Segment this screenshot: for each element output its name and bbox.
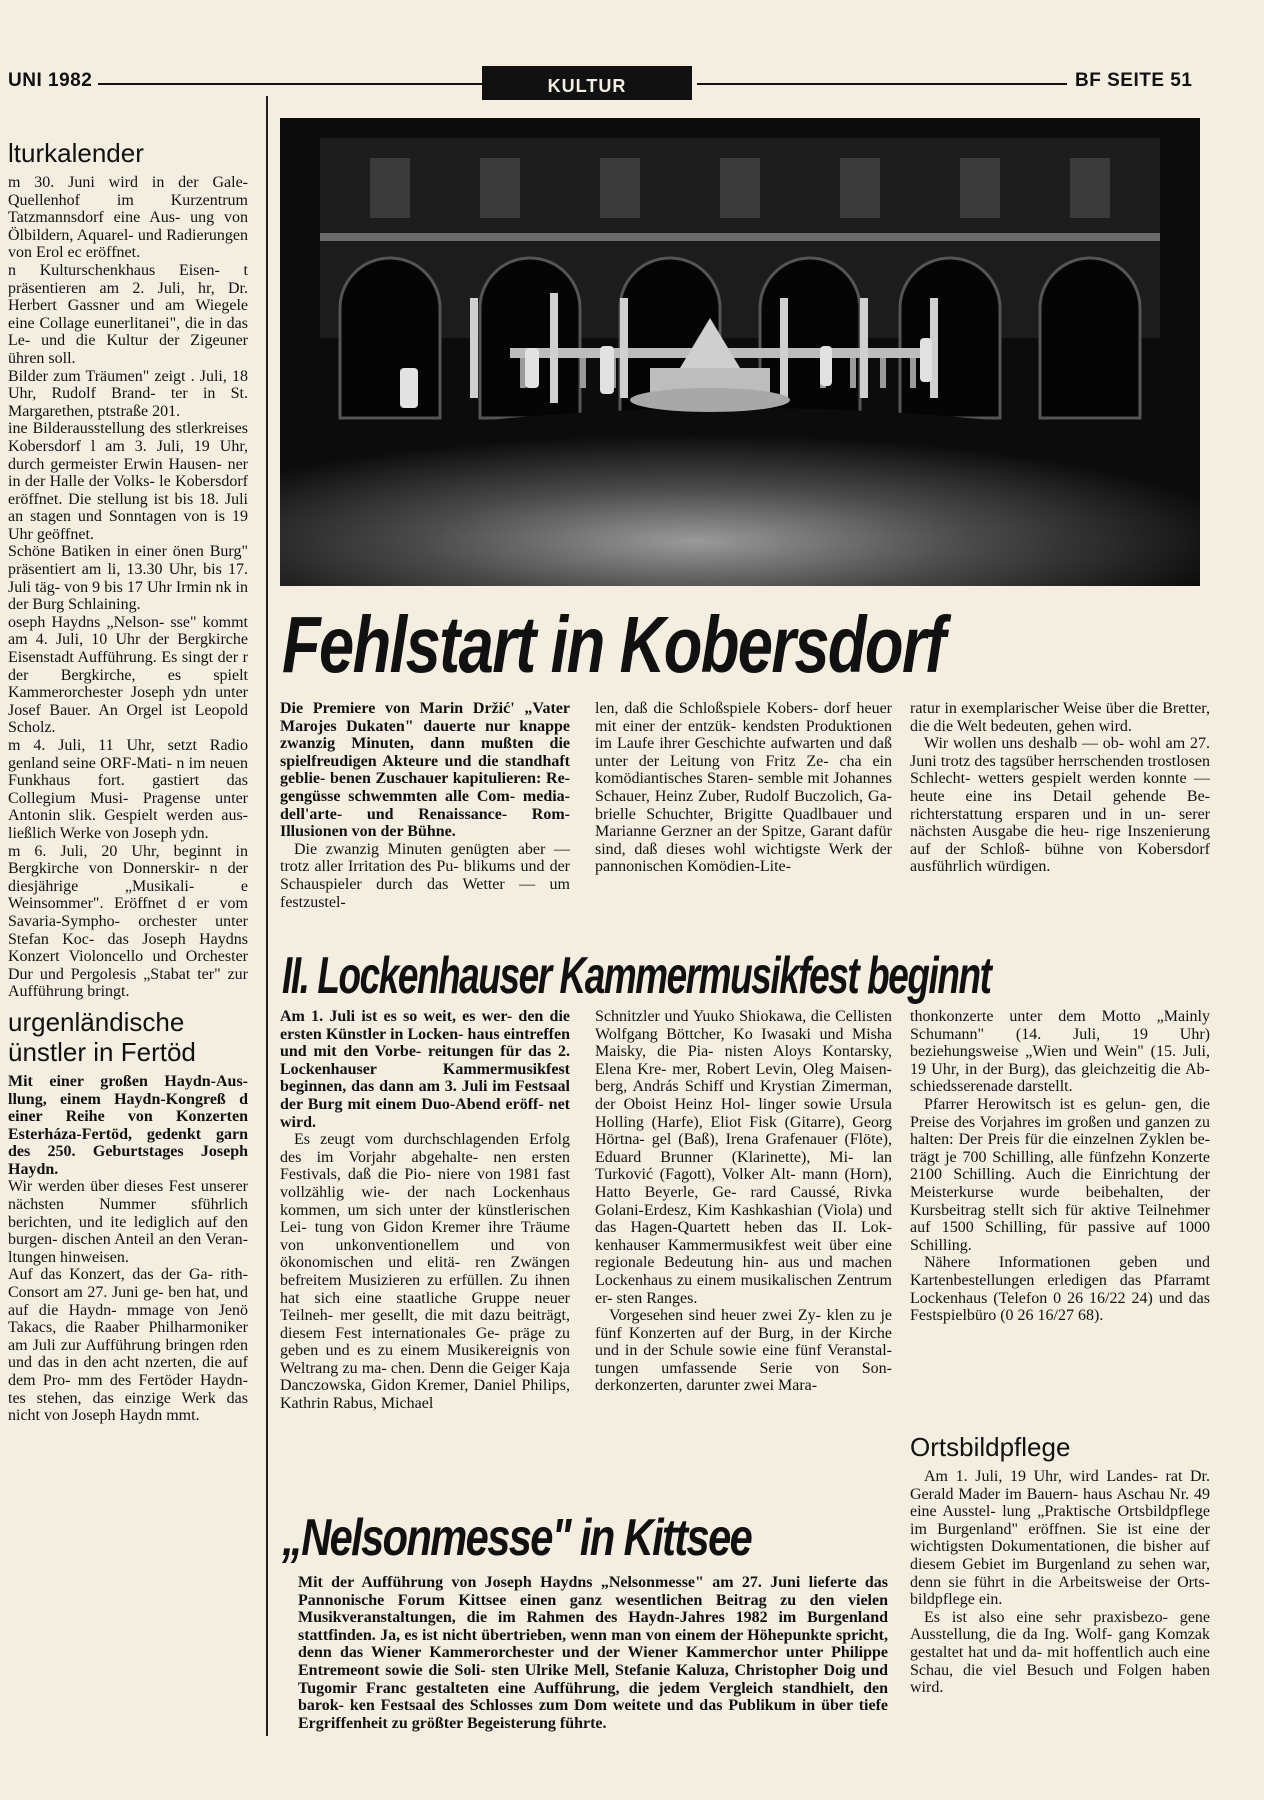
lockenhaus-lead: Am 1. Juli ist es so weit, es wer- den die ersten Künstler in Locken- haus eintreffen und mit den Vorbe- reitungen für das 2. Lockenhauser Kammermusikfest beginnen, das dann am 3. Juli im Festsaal der Burg mit einem Duo-Abend eröff- net wird. xyxy=(280,1008,570,1131)
kulturkalender-title: lturkalender xyxy=(8,138,144,168)
stage-photo-icon xyxy=(280,118,1200,586)
lockenhaus-paragraph: Nähere Informationen geben und Kartenbestellungen erledigen das Pfarramt Lockenhaus (Telefon 0 26 16/22 24) und das Festspielbüro (0 26 16/27 68). xyxy=(910,1254,1210,1325)
fehlstart-column-1 xyxy=(280,700,570,911)
fehlstart-paragraph: Wir wollen uns deshalb — ob- wohl am 27. Juni trotz des tagsüber herrschenden trostlosen Schlecht- wetters gespielt werden konnte — heute eine ins Detail gehende Be- richterstattung ersparen und in un- serer nächsten Ausgabe die heu- rige Inszenierung auf der Schloß- bühne von Kobersdorf ausführlich würdigen. xyxy=(910,735,1210,876)
nelsonmesse-text: Mit der Aufführung von Joseph Haydns „Nelsonmesse" am 27. Juni lieferte das Pannonische Forum Kittsee einen ganz wesentlichen Beitrag zu den vielen Musikveranstaltungen, die im Rahmen des Haydn-Jahres 1982 im Burgenland stattfinden. Ja, es ist nicht übertrieben, wenn man von einem der Höhepunkte spricht, denn das Wiener Kammerorchester und der Wiener Kammerchor unter Philippe Entremeont sowie die Soli- sten Ulrike Mell, Stefanie Kaluza, Christopher Doig und Tugomir Franc gestalteten eine Aufführung, die jedem Vergleich standhielt, den barok- ken Festsaal des Schlosses zum Dom weitete und das Publikum in über tiefe Ergriffenheit zu größter Begeisterung führte. xyxy=(298,1574,888,1732)
kalender-item: Bilder zum Träumen" zeigt . Juli, 18 Uhr, Rudolf Brand- ter in St. Margarethen, ptstraße 201. xyxy=(8,367,248,420)
ortsbildpflege-paragraph: Es ist also eine sehr praxisbezo- gene Ausstellung, die da Ing. Wolf- gang Komzak gestaltet hat und da- mit hoffentlich auch eine Schau, die viel Besuch und Folgen haben wird. xyxy=(910,1608,1210,1697)
fertoed-lead: Mit einer großen Haydn-Aus- llung, einem Haydn-Kongreß d einer Reihe von Konzerten Esterháza-Fertöd, gedenkt garn des 250. Geburtstages Joseph Haydn. xyxy=(8,1072,248,1178)
left-column xyxy=(8,132,248,1425)
section-label: KULTUR xyxy=(482,66,692,100)
ortsbildpflege-column xyxy=(910,1426,1210,1697)
lockenhaus-column-1 xyxy=(280,1008,570,1413)
header-rule-left xyxy=(98,83,482,85)
kalender-item: Schöne Batiken in einer önen Burg" präsentiert am li, 13.30 Uhr, bis 17. Juli täg- von 9 bis 17 Uhr Irmin nk in der Burg Schlaining. xyxy=(8,543,248,614)
fertoed-paragraph: Wir werden über dieses Fest unserer nächsten Nummer sführlich berichten, und ite lediglich auf den burgen- dischen Anteil an den Veran- ltungen hinweisen. xyxy=(8,1178,248,1266)
lockenhaus-paragraph: Schnitzler und Yuuko Shiokawa, die Cellisten Wolfgang Böttcher, Ko Iwasaki und Misha Maisky, die Pia- nisten Aloys Kontarsky, Elena Kre- mer, Robert Levin, Oleg Maisen- berg, András Schiff und Krystian Zimerman, der Oboist Heinz Hol- linger sowie Ursula Holling (Harfe), Eliot Fisk (Gitarre), Georg Hörtna- gel (Baß), Irena Grafenauer (Flöte), Eduard Brunner (Klarinette), Mi- lan Turković (Fagott), Volker Alt- mann (Horn), Hatto Beyerle, Ge- rard Caussé, Rivka Golani-Erdesz, Kim Kashkashian (Viola) und das Hagen-Quartett heben das II. Lok- kenhauser Kammermusikfest weit über eine regionale Bedeutung hin- aus und machen Lockenhaus zu einem musikalischen Zentrum er- sten Ranges. xyxy=(595,1008,892,1307)
fehlstart-column-3 xyxy=(910,700,1210,876)
kalender-item: m 30. Juni wird in der Gale- Quellenhof im Kurzentrum Tatzmannsdorf eine Aus- ung von Ölbildern, Aquarel- und Radierungen von Erol ec eröffnet. xyxy=(8,174,248,262)
fehlstart-paragraph: len, daß die Schloßspiele Kobers- dorf heuer mit einer der entzük- kendsten Produktionen im Laufe ihrer Geschichte aufwarten und daß unter der Leitung von Fritz Ze- cha ein komödiantisches Staren- semble mit Johannes Schauer, Heinz Zuber, Rudolf Buczolich, Ga- brielle Schuchter, Brigitte Quadlbauer und Marianne Gerzner an der Spitze, Garant dafür sind, daß dieses wohl wichtigste Werk der pannonischen Komödien-Lite- xyxy=(595,700,892,876)
fehlstart-column-2 xyxy=(595,700,892,876)
fertoed-title: urgenländische ünstler in Fertöd xyxy=(8,1006,196,1067)
headline-lockenhaus: II. Lockenhauser Kammermusikfest beginnt xyxy=(282,947,991,1005)
kalender-item: ine Bilderausstellung des stlerkreises Kobersdorf l am 3. Juli, 19 Uhr, durch germeister Erwin Hausen- ner in der Halle der Volks- le Kobersdorf eröffnet. Die stellung ist bis 18. Juli an stagen und Sonntagen von is 19 Uhr geöffnet. xyxy=(8,420,248,543)
lockenhaus-column-2 xyxy=(595,1008,892,1395)
lockenhaus-paragraph: Es zeugt vom durchschlagenden Erfolg des im Vorjahr abgehalte- nen ersten Festivals, daß die Pio- niere von 1981 fast vollzählig wie- der nach Lockenhaus kommen, um sich unter der künstlerischen Lei- tung von Gidon Kremer ihre Träume von unkonventionellem und von ökonomischen und elitä- ren Zwängen befreitem Musizieren zu erfüllen. Zu ihnen hat sich eine staatliche Gruppe neuer Teilneh- mer gesellt, die mit dazu beiträgt, diesem Fest internationales Ge- präge zu geben und es zu einem Musikereignis von Weltrang zu ma- chen. Denn die Geiger Kaja Danczowska, Gidon Kremer, Daniel Philips, Kathrin Rabus, Michael xyxy=(280,1131,570,1413)
header-rule-right xyxy=(697,83,1067,85)
issue-date: UNI 1982 xyxy=(8,70,93,91)
kalender-item: oseph Haydns „Nelson- sse" kommt am 4. Juli, 10 Uhr der Bergkirche Eisenstadt Aufführung. Es singt der r der Bergkirche, es spielt Kammerorchester Joseph ydn unter Josef Bauer. An Orgel ist Leopold Scholz. xyxy=(8,613,248,737)
lockenhaus-paragraph: Pfarrer Herowitsch ist es gelun- gen, die Preise des Vorjahres im großen und ganzen zu halten: Der Preis für die einzelnen Zyklen be- trägt je 700 Schilling, alle fünfzehn Konzerte 2100 Schilling. Auch die Einrichtung der Meisterkurse wurde beibehalten, der Kursbeitrag stellt sich für aktive Teilnehmer auf 1500 Schilling, für passive auf 1000 Schilling. xyxy=(910,1095,1210,1254)
stage-photo xyxy=(280,118,1200,586)
ortsbildpflege-paragraph: Am 1. Juli, 19 Uhr, wird Landes- rat Dr. Gerald Mader im Bauern- haus Aschau Nr. 49 eine Ausstel- lung „Praktische Ortsbildpflege im Burgenland" eröffnen. Sie ist eine der wichtigsten Dokumentationen, die bisher auf diesem Gebiet im Burgenland zu sehen war, denn sie führt in die Arbeitsweise der Orts- bildpflege ein. xyxy=(910,1468,1210,1609)
lockenhaus-paragraph: Vorgesehen sind heuer zwei Zy- klen zu je fünf Konzerten auf der Burg, in der Kirche und in der Schule sowie eine fünf Veranstal- tungen umfassende Serie von Son- derkonzerten, darunter zwei Mara- xyxy=(595,1307,892,1395)
fertoed-paragraph: Auf das Konzert, das der Ga- rith-Consort am 27. Juni ge- ben hat, und auf die Haydn- mmage von Jenö Takacs, die Raaber Philharmoniker am Juli zur Aufführung bringen rden und das in den acht nzerten, die auf dem Pro- mm des Fertöder Haydn- tes stehen, das einzige Werk das nicht von Joseph Haydn mmt. xyxy=(8,1266,248,1425)
column-divider xyxy=(266,96,268,1736)
headline-nelsonmesse: „Nelsonmesse" in Kittsee xyxy=(282,1509,752,1567)
kalender-item: m 4. Juli, 11 Uhr, setzt Radio genland seine ORF-Mati- n im neuen Funkhaus fort. gastiert das Collegium Musi- Pragense unter Antonin slik. Gespielt werden aus- ließlich Werke von Joseph ydn. xyxy=(8,737,248,842)
lockenhaus-paragraph: thonkonzerte unter dem Motto „Mainly Schumann" (14. Juli, 19 Uhr) beziehungsweise „Wien und Wein" (15. Juli, 19 Uhr, in der Burg), das gleichzeitig die Ab- schiedsserenade darstellt. xyxy=(910,1008,1210,1096)
lockenhaus-column-3 xyxy=(910,1008,1210,1325)
kalender-item: m 6. Juli, 20 Uhr, beginnt in Bergkirche von Donnerskir- n der diesjährige „Musikali- e Weinsommer". Eröffnet d er vom Savaria-Sympho- orchester unter Stefan Koc- das Joseph Haydns Konzert Violoncello und Orchester Dur und Pergolesis „Stabat ter" zur Aufführung bringt. xyxy=(8,842,248,1001)
headline-fehlstart: Fehlstart in Kobersdorf xyxy=(282,600,945,689)
ortsbildpflege-title: Ortsbildpflege xyxy=(910,1432,1071,1462)
page-number: BF SEITE 51 xyxy=(1075,70,1193,91)
fehlstart-paragraph: ratur in exemplarischer Weise über die Bretter, die die Welt bedeuten, gehen wird. xyxy=(910,700,1210,735)
fehlstart-paragraph: Die zwanzig Minuten genügten aber — trotz aller Irritation des Pu- blikums und der Schauspieler durch das Wetter — um festzustel- xyxy=(280,840,570,911)
fehlstart-lead: Die Premiere von Marin Držić' „Vater Marojes Dukaten" dauerte nur knappe zwanzig Minuten, dann mußten die spielfreudigen Akteure und die standhaft geblie- benen Zuschauer kapitulieren: Re- gengüsse schwemmten alle Com- media-dell'arte- und Renaissance- Rom-Illusionen von der Bühne. xyxy=(280,700,570,841)
kalender-item: n Kulturschenkhaus Eisen- t präsentieren am 2. Juli, hr, Dr. Herbert Gassner und am Wiegele eine Collage eunerlitanei", die in das Le- und die Kultur der Zigeuner ühren soll. xyxy=(8,261,248,367)
nelsonmesse-body xyxy=(298,1574,888,1732)
